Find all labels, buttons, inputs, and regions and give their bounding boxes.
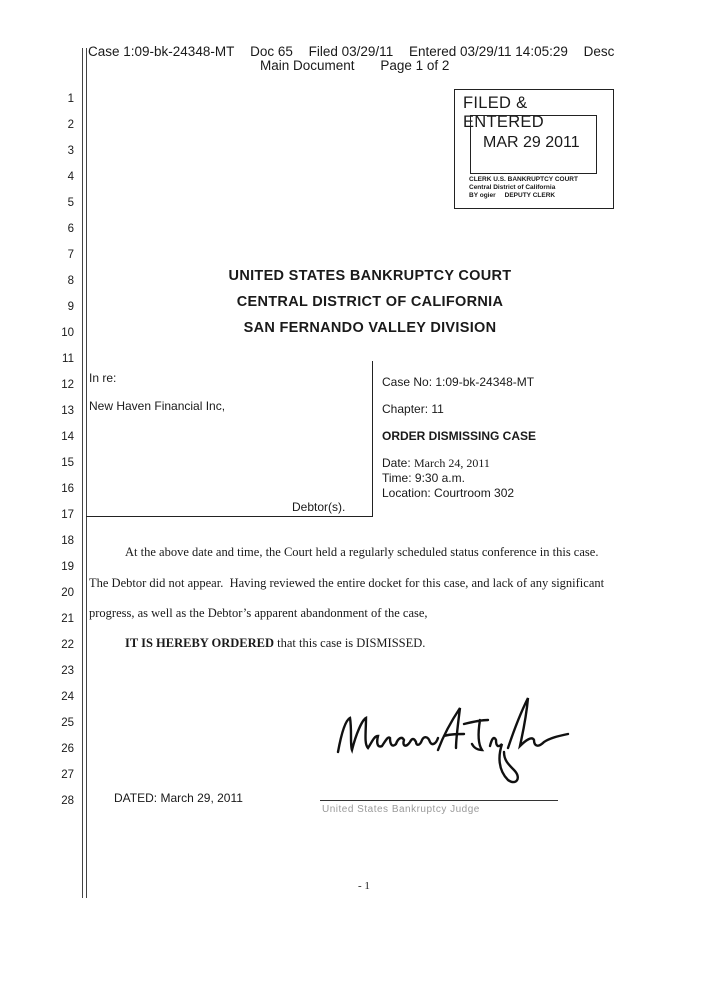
signature-caption: United States Bankruptcy Judge — [322, 804, 480, 815]
body-paragraph-line-3: progress, as well as the Debtor’s apparent abandonment of the case, — [89, 606, 428, 620]
line-number: 27 — [61, 769, 74, 781]
line-number: 6 — [67, 223, 74, 235]
court-name: UNITED STATES BANKRUPTCY COURT — [228, 268, 512, 284]
line-number: 4 — [67, 171, 74, 183]
court-division: SAN FERNANDO VALLEY DIVISION — [243, 320, 497, 336]
line-number: 23 — [61, 665, 74, 677]
line-number: 24 — [61, 691, 74, 703]
header-filed: Filed 03/29/11 — [308, 44, 394, 59]
caption-debtor-name: New Haven Financial Inc, — [89, 399, 226, 413]
margin-rule-right — [86, 48, 87, 898]
order-line — [125, 636, 425, 651]
header-page: Page 1 of 2 — [380, 58, 450, 73]
header-case-number: Case 1:09-bk-24348-MT — [88, 44, 235, 59]
margin-rule-left — [82, 48, 83, 898]
line-number: 16 — [61, 483, 74, 495]
stamp-district: Central District of California — [469, 184, 556, 191]
line-number: 1 — [67, 93, 74, 105]
header-doc: Doc 65 — [250, 44, 293, 59]
signature-line — [320, 800, 558, 801]
header-main-document: Main Document — [260, 58, 355, 73]
judge-signature — [332, 690, 572, 800]
line-number: 20 — [61, 587, 74, 599]
order-rest-text: that this case is DISMISSED. — [274, 636, 426, 650]
line-number: 15 — [61, 457, 74, 469]
line-number: 17 — [61, 509, 74, 521]
line-number: 10 — [61, 327, 74, 339]
page-number: - 1 — [358, 880, 370, 892]
line-number: 14 — [61, 431, 74, 443]
caption-in-re: In re: — [89, 371, 117, 385]
header-case-line — [88, 44, 626, 59]
line-number: 19 — [61, 561, 74, 573]
line-number: 25 — [61, 717, 74, 729]
caption-date-value: March 24, 2011 — [414, 456, 490, 470]
line-number: 13 — [61, 405, 74, 417]
line-number: 11 — [62, 353, 74, 365]
line-number: 18 — [61, 535, 74, 547]
body-paragraph-line-2: The Debtor did not appear. Having reviewed the entire docket for this case, and lack of any significant — [89, 576, 605, 590]
dated-line: DATED: March 29, 2011 — [114, 791, 243, 805]
filed-entered-stamp — [454, 89, 614, 209]
caption-order-title: ORDER DISMISSING CASE — [382, 429, 537, 443]
stamp-date-box — [470, 115, 597, 174]
caption-bottom-rule — [86, 516, 372, 517]
line-number: 9 — [67, 301, 74, 313]
caption-hearing-date — [382, 456, 490, 471]
line-number: 7 — [67, 249, 74, 261]
line-number: 2 — [67, 119, 74, 131]
caption-chapter: Chapter: 11 — [382, 402, 444, 416]
header-desc: Desc — [583, 44, 615, 59]
caption-debtor-label: Debtor(s). — [292, 500, 346, 514]
header-document-line — [260, 58, 471, 73]
header-entered: Entered 03/29/11 14:05:29 — [408, 44, 568, 59]
line-number: 5 — [67, 197, 74, 209]
caption-date-label: Date: — [382, 456, 415, 470]
caption-location: Location: Courtroom 302 — [382, 486, 515, 500]
line-number: 28 — [61, 795, 74, 807]
court-district: CENTRAL DISTRICT OF CALIFORNIA — [236, 294, 504, 310]
line-number: 8 — [67, 275, 74, 287]
stamp-date: MAR 29 2011 — [483, 134, 580, 151]
line-number: 21 — [61, 613, 74, 625]
stamp-title: FILED & ENTERED — [463, 94, 544, 131]
caption-case-no: Case No: 1:09-bk-24348-MT — [382, 375, 535, 389]
line-number: 12 — [61, 379, 74, 391]
order-bold-text: IT IS HEREBY ORDERED — [125, 636, 274, 650]
body-paragraph-line-1: At the above date and time, the Court held a regularly scheduled status conference in this case. — [125, 545, 599, 559]
line-number: 3 — [67, 145, 74, 157]
stamp-deputy: BY ogier DEPUTY CLERK — [469, 192, 556, 199]
caption-time: Time: 9:30 a.m. — [382, 471, 465, 485]
line-number: 22 — [61, 639, 74, 651]
stamp-clerk: CLERK U.S. BANKRUPTCY COURT — [469, 176, 578, 183]
caption-divider — [372, 361, 373, 517]
line-number: 26 — [61, 743, 74, 755]
